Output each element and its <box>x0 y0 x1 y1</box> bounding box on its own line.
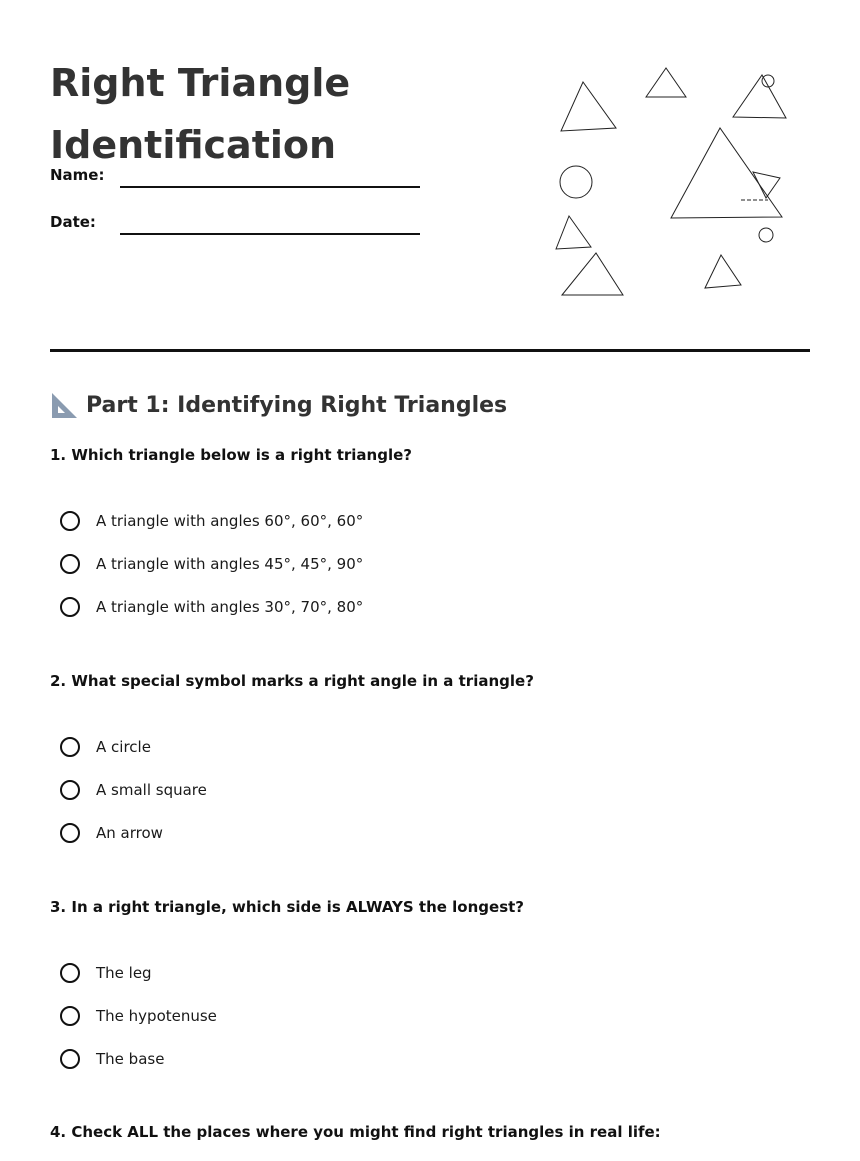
worksheet-page <box>50 0 810 1141</box>
q3-option-a-label: The leg <box>96 963 152 982</box>
q1-option-c[interactable] <box>60 585 363 628</box>
q3-option-c-label: The base <box>96 1049 165 1068</box>
q3-option-b-label: The hypotenuse <box>96 1006 217 1025</box>
radio-button[interactable] <box>60 737 80 757</box>
circle-shape-2 <box>560 166 592 198</box>
q3-option-c[interactable] <box>60 1037 217 1080</box>
title-line-1: Right Triangle <box>50 61 351 105</box>
question-4-text: 4. Check ALL the places where you might find right triangles in real life: <box>50 1123 661 1141</box>
question-2-text: 2. What special symbol marks a right angle in a triangle? <box>50 672 534 690</box>
radio-button[interactable] <box>60 780 80 800</box>
question-2-options <box>60 725 207 854</box>
q3-option-b[interactable] <box>60 994 217 1037</box>
q2-option-b[interactable] <box>60 768 207 811</box>
radio-button[interactable] <box>60 823 80 843</box>
radio-button[interactable] <box>60 554 80 574</box>
question-2 <box>50 671 810 842</box>
q2-option-c-label: An arrow <box>96 823 163 842</box>
question-1-text: 1. Which triangle below is a right triangle? <box>50 446 412 464</box>
triangle-shape-1 <box>561 82 616 131</box>
question-4 <box>50 1122 810 1142</box>
geometric-shapes-illustration <box>550 60 800 310</box>
q1-option-b[interactable] <box>60 542 363 585</box>
header-divider <box>50 349 810 352</box>
date-field[interactable] <box>50 213 420 243</box>
name-field[interactable] <box>50 166 420 196</box>
radio-button[interactable] <box>60 511 80 531</box>
date-line[interactable] <box>120 233 420 235</box>
q3-option-a[interactable] <box>60 951 217 994</box>
radio-button[interactable] <box>60 1049 80 1069</box>
question-3-text: 3. In a right triangle, which side is ALWAYS the longest? <box>50 898 524 916</box>
title-line-2: Identification <box>50 123 337 167</box>
q2-option-b-label: A small square <box>96 780 207 799</box>
radio-button[interactable] <box>60 963 80 983</box>
question-1 <box>50 445 810 616</box>
q2-option-a[interactable] <box>60 725 207 768</box>
name-line[interactable] <box>120 186 420 188</box>
triangle-shape-large <box>671 128 782 218</box>
triangle-shape-5 <box>556 216 591 249</box>
worksheet-header <box>50 0 810 352</box>
q2-option-c[interactable] <box>60 811 207 854</box>
question-3-options <box>60 951 217 1080</box>
q1-option-a[interactable] <box>60 499 363 542</box>
triangle-shape-3 <box>733 75 786 118</box>
circle-shape-3 <box>759 228 773 242</box>
radio-button[interactable] <box>60 597 80 617</box>
part1-heading <box>50 388 507 422</box>
triangle-shape-7 <box>705 255 741 288</box>
date-label: Date: <box>50 213 96 231</box>
q1-option-c-label: A triangle with angles 30°, 70°, 80° <box>96 597 364 616</box>
question-1-options <box>60 499 363 628</box>
name-label: Name: <box>50 166 105 184</box>
triangle-shape-6 <box>562 253 623 295</box>
q1-option-a-label: A triangle with angles 60°, 60°, 60° <box>96 511 364 530</box>
part1-title: Part 1: Identifying Right Triangles <box>86 392 508 418</box>
worksheet-title <box>50 52 490 176</box>
radio-button[interactable] <box>60 1006 80 1026</box>
question-3 <box>50 897 810 1068</box>
triangle-shape-2 <box>646 68 686 97</box>
q1-option-b-label: A triangle with angles 45°, 45°, 90° <box>96 554 364 573</box>
q2-option-a-label: A circle <box>96 737 151 756</box>
set-square-icon <box>50 391 78 419</box>
